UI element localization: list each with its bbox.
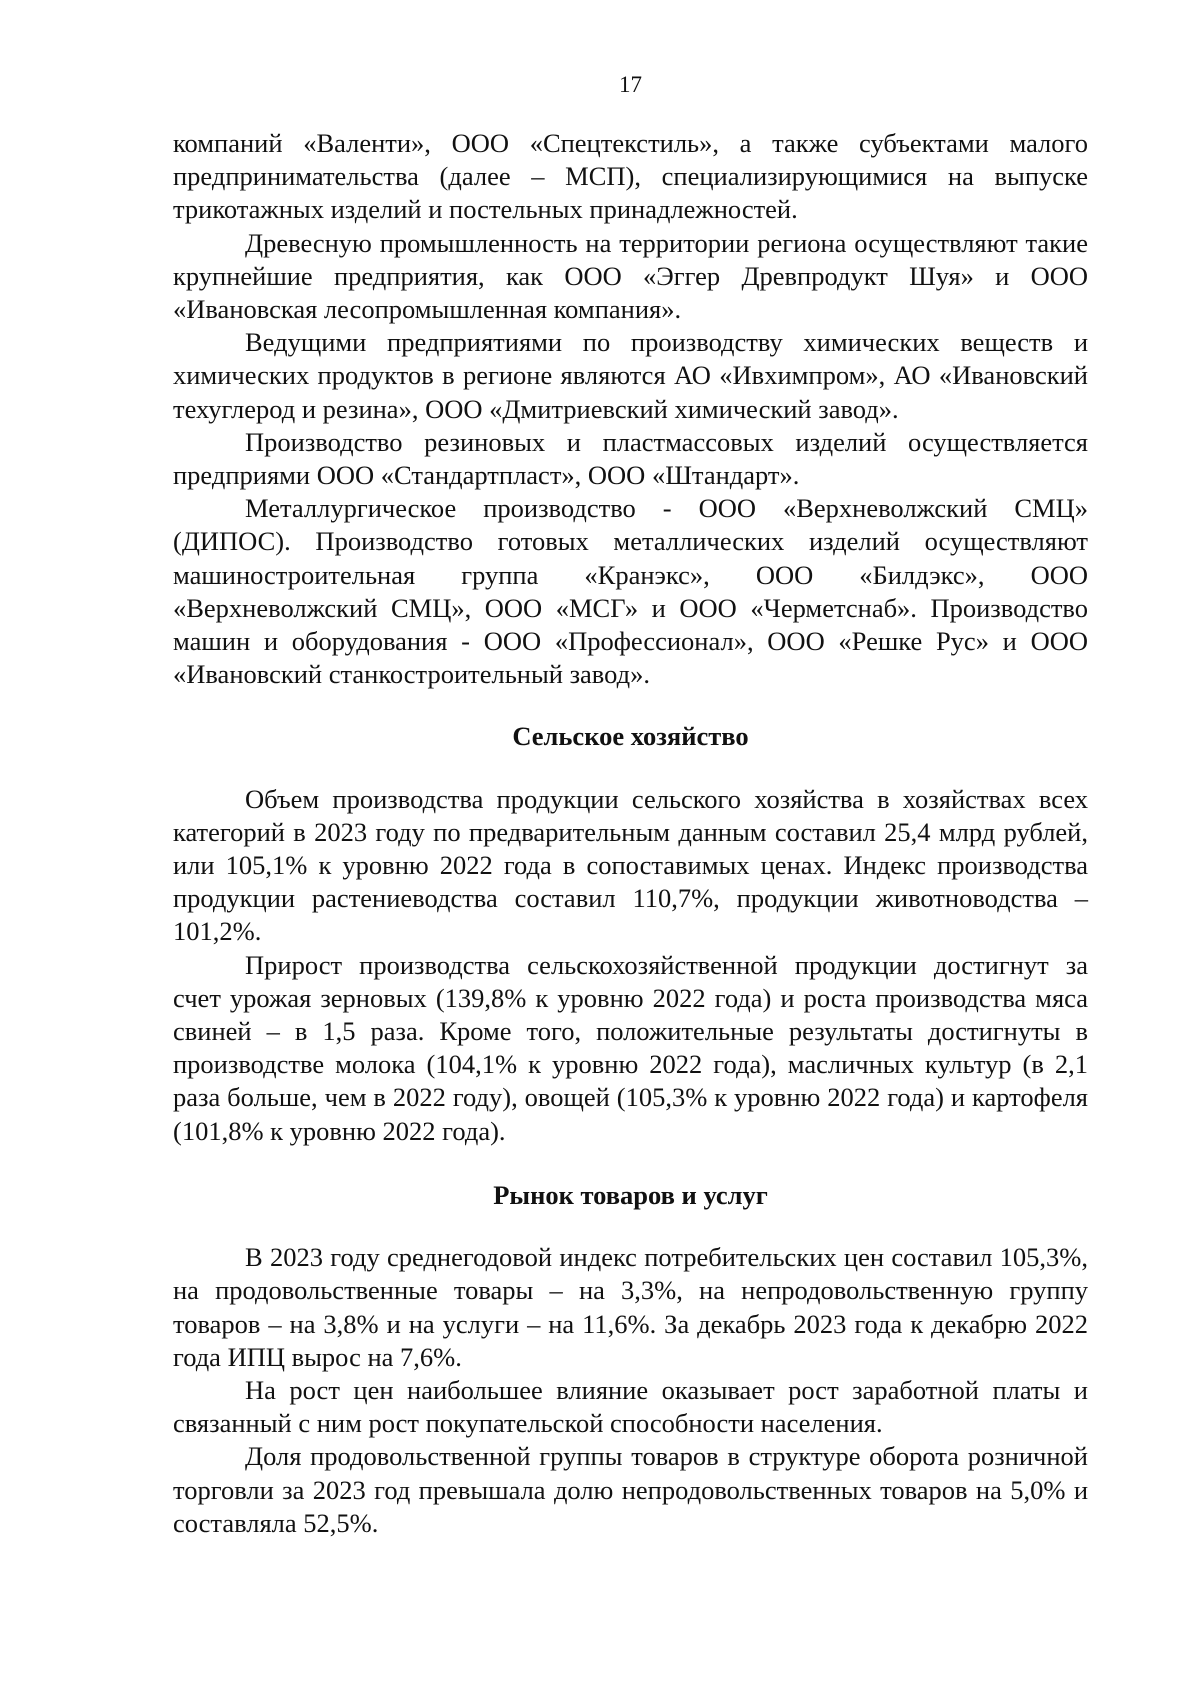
paragraph-chemical-industry: Ведущими предприятиями по производству химических веществ и химических продуктов в регионе являются АО «Ивхимпром», АО «Ивановский техуглерод и резина», ООО «Дмитриевский химический завод».	[173, 327, 1088, 424]
paragraph-metallurgy: Металлургическое производство - ООО «Верхневолжский СМЦ» (ДИПОС). Производство готовых металлических изделий осуществляют машиностроительная группа «Кранэкс», ООО «Билдэкс», ООО «Верхневолжский СМЦ», ООО «МСГ» и ООО «Черметснаб». Производство машин и оборудования - ООО «Профессионал», ООО «Решке Рус» и ООО «Ивановский станкостроительный завод».	[173, 493, 1088, 690]
paragraph-agriculture-volume: Объем производства продукции сельского хозяйства в хозяйствах всех категорий в 2023 году по предварительным данным составил 25,4 млрд рублей, или 105,1% к уровню 2022 года в сопоставимых ценах. Индекс производства продукции растениеводства составил 110,7%, продукции животноводства – 101,2%.	[173, 783, 1088, 947]
paragraph-agriculture-growth: Прирост производства сельскохозяйственной продукции достигнут за счет урожая зерновых (139,8% к уровню 2022 года) и роста производства мяса свиней – в 1,5 раза. Кроме того, положительные результаты достигнуты в производстве молока (104,1% к уровню 2022 года), масличных культур (в 2,1 раза больше, чем в 2022 году), овощей (105,3% к уровню 2022 года) и картофеля (101,8% к уровню 2022 года).	[173, 949, 1088, 1146]
section-heading-market: Рынок товаров и услуг	[493, 1179, 768, 1210]
paragraph-wood-industry: Древесную промышленность на территории региона осуществляют такие крупнейшие предприятия, как ООО «Эггер Древпродукт Шуя» и ООО «Ивановская лесопромышленная компания».	[173, 227, 1088, 325]
page-number: 17	[619, 72, 642, 97]
paragraph-rubber-plastic: Производство резиновых и пластмассовых изделий осуществляется предприями ООО «Стандартпласт», ООО «Штандарт».	[173, 426, 1088, 491]
document-body	[173, 127, 1088, 1540]
paragraph-continuation: компаний «Валенти», ООО «Спецтекстиль», а также субъектами малого предпринимательства (далее – МСП), специализирующимися на выпуске трикотажных изделий и постельных принадлежностей.	[173, 128, 1088, 225]
paragraph-price-growth: На рост цен наибольшее влияние оказывает рост заработной платы и связанный с ним рост покупательской способности населения.	[173, 1374, 1088, 1439]
paragraph-cpi: В 2023 году среднегодовой индекс потребительских цен составил 105,3%, на продовольственные товары – на 3,3%, на непродовольственную группу товаров – на 3,8% и на услуги – на 11,6%. За декабрь 2023 года к декабрю 2022 года ИПЦ вырос на 7,6%.	[173, 1242, 1088, 1372]
section-heading-agriculture: Сельское хозяйство	[512, 721, 749, 752]
paragraph-retail-share: Доля продовольственной группы товаров в структуре оборота розничной торговли за 2023 год превышала долю непродовольственных товаров на 5,0% и составляла 52,5%.	[173, 1441, 1088, 1538]
